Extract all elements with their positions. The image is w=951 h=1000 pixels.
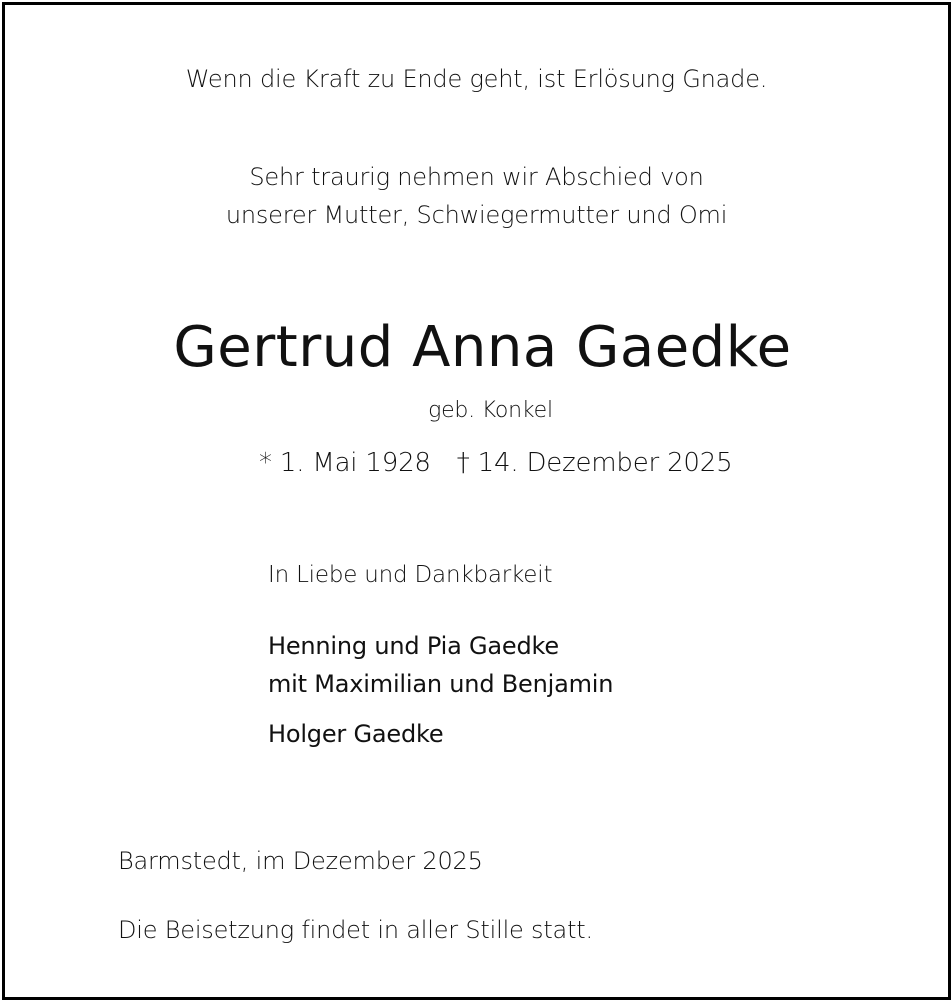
mourner-line: mit Maximilian und Benjamin [268, 670, 614, 698]
funeral-note: Die Beisetzung findet in aller Stille statt. [118, 916, 593, 944]
place-and-date: Barmstedt, im Dezember 2025 [118, 847, 483, 875]
birth-date: * 1. Mai 1928 [259, 448, 431, 478]
death-date: † 14. Dezember 2025 [456, 448, 733, 478]
motto-quote: Wenn die Kraft zu Ende geht, ist Erlösung Gnade. [185, 65, 768, 93]
dedication-text: In Liebe und Dankbarkeit [268, 562, 553, 588]
mourner-line: Henning und Pia Gaedke [268, 632, 559, 660]
farewell-intro-line-1: Sehr traurig nehmen wir Abschied von [249, 163, 704, 191]
obituary-notice-frame [2, 2, 951, 1000]
deceased-name: Gertrud Anna Gaedke [173, 315, 792, 380]
birth-name: geb. Konkel [428, 398, 553, 423]
mourner-line: Holger Gaedke [268, 720, 444, 748]
farewell-intro-line-2: unserer Mutter, Schwiegermutter und Omi [225, 201, 728, 229]
life-dates [259, 448, 732, 478]
